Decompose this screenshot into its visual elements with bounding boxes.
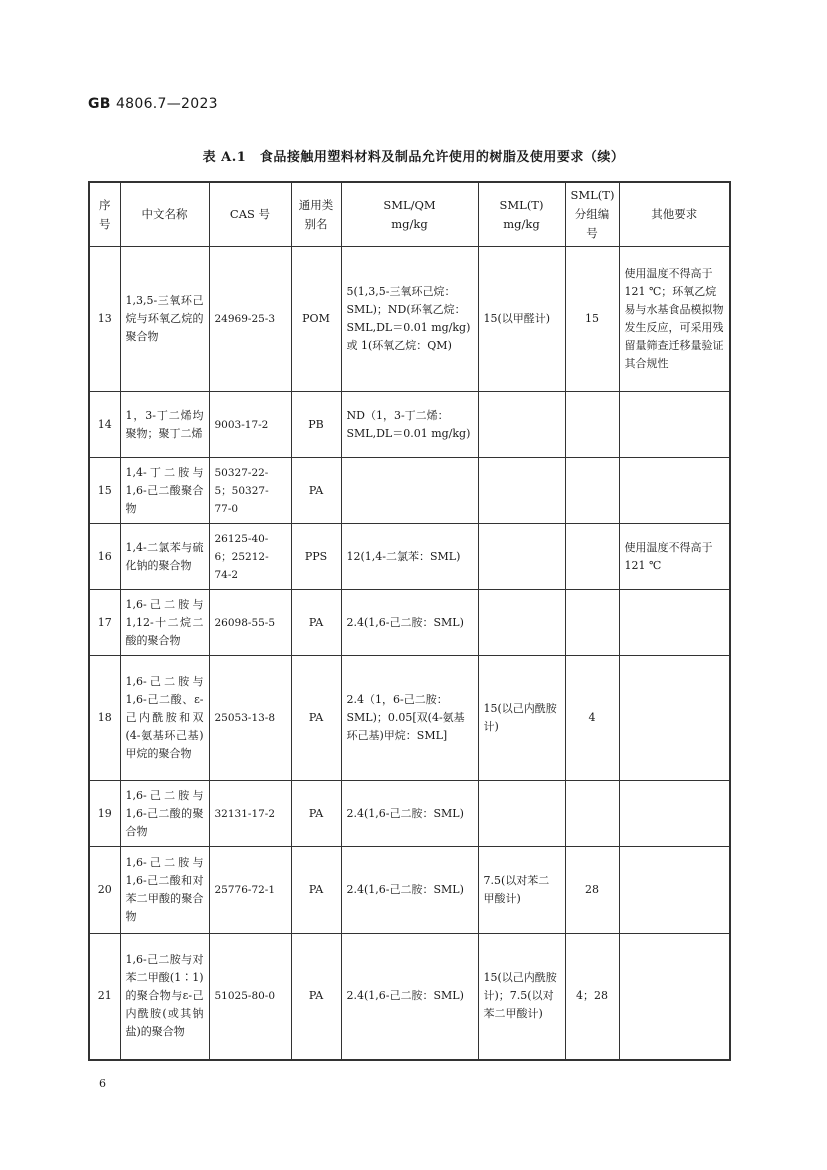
- cell-seq: 20: [89, 847, 120, 934]
- standard-code: 4806.7—2023: [115, 96, 218, 112]
- cell-category: PB: [291, 392, 341, 458]
- cell-other: [619, 656, 730, 781]
- header-category: 通用类别名: [291, 182, 341, 247]
- cell-cas: 25776-72-1: [209, 847, 291, 934]
- table-row: [89, 934, 730, 1060]
- table-row: [89, 247, 730, 392]
- cell-seq: 17: [89, 590, 120, 656]
- cell-other: [619, 934, 730, 1060]
- cell-seq: 21: [89, 934, 120, 1060]
- table-row: [89, 458, 730, 524]
- cell-name: 1,3,5-三氧环己烷与环氧乙烷的聚合物: [120, 247, 209, 392]
- cell-sml-qm: 12(1,4-二氯苯：SML): [341, 524, 478, 590]
- table-row: [89, 524, 730, 590]
- cell-sml-t: 15(以己内酰胺计)；7.5(以对苯二甲酸计): [478, 934, 565, 1060]
- table-caption: 表 A.1 食品接触用塑料材料及制品允许使用的树脂及使用要求（续）: [202, 150, 625, 165]
- page-number: 6: [99, 1077, 106, 1090]
- cell-seq: 16: [89, 524, 120, 590]
- table-row: [89, 656, 730, 781]
- cell-category: PA: [291, 656, 341, 781]
- cell-group: [565, 458, 619, 524]
- cell-sml-t: 15(以甲醛计): [478, 247, 565, 392]
- cell-group: [565, 590, 619, 656]
- cell-sml-t: [478, 392, 565, 458]
- cell-group: 4: [565, 656, 619, 781]
- cell-cas: 25053-13-8: [209, 656, 291, 781]
- header-seq: 序号: [89, 182, 120, 247]
- cell-name: 1,6-己二胺与1,6-己二酸、ε-己内酰胺和双(4-氨基环己基)甲烷的聚合物: [120, 656, 209, 781]
- cell-sml-qm: 2.4(1,6-己二胺：SML): [341, 590, 478, 656]
- cell-sml-qm: 2.4(1,6-己二胺：SML): [341, 781, 478, 847]
- header-name: 中文名称: [120, 182, 209, 247]
- cell-other: 使用温度不得高于 121 ℃: [619, 524, 730, 590]
- standard-number: [88, 96, 218, 112]
- table-header-row: [89, 182, 730, 247]
- header-cas: CAS 号: [209, 182, 291, 247]
- cell-cas: 50327-22-5；50327-77-0: [209, 458, 291, 524]
- cell-name: 1,6-己二胺与对苯二甲酸(1∶1)的聚合物与ε-己内酰胺(或其钠盐)的聚合物: [120, 934, 209, 1060]
- cell-group: [565, 781, 619, 847]
- cell-sml-qm: [341, 458, 478, 524]
- cell-name: 1,6-己二胺与1,6-己二酸的聚合物: [120, 781, 209, 847]
- cell-other: [619, 847, 730, 934]
- resin-requirements-table: [88, 181, 731, 1061]
- cell-seq: 14: [89, 392, 120, 458]
- cell-category: PA: [291, 590, 341, 656]
- cell-seq: 18: [89, 656, 120, 781]
- cell-cas: 26098-55-5: [209, 590, 291, 656]
- cell-name: 1,4-丁二胺与1,6-己二酸聚合物: [120, 458, 209, 524]
- cell-sml-t: 15(以己内酰胺计): [478, 656, 565, 781]
- cell-cas: 32131-17-2: [209, 781, 291, 847]
- header-other: 其他要求: [619, 182, 730, 247]
- cell-group: 15: [565, 247, 619, 392]
- cell-category: PA: [291, 934, 341, 1060]
- cell-sml-qm: ND（1，3-丁二烯：SML,DL＝0.01 mg/kg): [341, 392, 478, 458]
- header-sml-t-label: SML(T): [499, 197, 544, 212]
- cell-category: PA: [291, 781, 341, 847]
- cell-cas: 9003-17-2: [209, 392, 291, 458]
- cell-other: [619, 590, 730, 656]
- cell-group: 28: [565, 847, 619, 934]
- cell-category: PA: [291, 847, 341, 934]
- cell-other: [619, 392, 730, 458]
- cell-sml-t: [478, 781, 565, 847]
- cell-name: 1,6-己二胺与1,12-十二烷二酸的聚合物: [120, 590, 209, 656]
- table-row: [89, 781, 730, 847]
- cell-name: 1,4-二氯苯与硫化钠的聚合物: [120, 524, 209, 590]
- cell-cas: 26125-40-6；25212-74-2: [209, 524, 291, 590]
- standard-prefix: GB: [88, 96, 111, 112]
- table-row: [89, 847, 730, 934]
- header-sml-qm-unit: mg/kg: [391, 216, 428, 231]
- cell-sml-qm: 2.4(1,6-己二胺：SML): [341, 847, 478, 934]
- cell-name: 1，3-丁二烯均聚物；聚丁二烯: [120, 392, 209, 458]
- cell-sml-t: 7.5(以对苯二甲酸计): [478, 847, 565, 934]
- cell-sml-qm: 5(1,3,5-三氧环己烷：SML)；ND(环氧乙烷：SML,DL＝0.01 mg/kg)或 1(环氧乙烷：QM): [341, 247, 478, 392]
- cell-sml-t: [478, 524, 565, 590]
- cell-group: [565, 524, 619, 590]
- cell-seq: 15: [89, 458, 120, 524]
- cell-cas: 51025-80-0: [209, 934, 291, 1060]
- cell-seq: 19: [89, 781, 120, 847]
- cell-category: POM: [291, 247, 341, 392]
- cell-sml-t: [478, 590, 565, 656]
- cell-other: [619, 781, 730, 847]
- cell-seq: 13: [89, 247, 120, 392]
- header-sml-qm-label: SML/QM: [383, 197, 436, 212]
- cell-other: [619, 458, 730, 524]
- cell-sml-qm: 2.4（1，6-己二胺：SML)；0.05[双(4-氨基环己基)甲烷：SML]: [341, 656, 478, 781]
- cell-cas: 24969-25-3: [209, 247, 291, 392]
- cell-category: PA: [291, 458, 341, 524]
- cell-other: 使用温度不得高于 121 ℃；环氧乙烷易与水基食品模拟物发生反应，可采用残留量筛查迁移量验证其合规性: [619, 247, 730, 392]
- header-sml-t: [478, 182, 565, 247]
- cell-sml-t: [478, 458, 565, 524]
- cell-category: PPS: [291, 524, 341, 590]
- cell-name: 1,6-己二胺与1,6-己二酸和对苯二甲酸的聚合物: [120, 847, 209, 934]
- header-sml-qm: [341, 182, 478, 247]
- header-sml-t-unit: mg/kg: [503, 216, 540, 231]
- table-row: [89, 590, 730, 656]
- header-group: SML(T)分组编号: [565, 182, 619, 247]
- cell-sml-qm: 2.4(1,6-己二胺：SML): [341, 934, 478, 1060]
- table-row: [89, 392, 730, 458]
- cell-group: [565, 392, 619, 458]
- cell-group: 4；28: [565, 934, 619, 1060]
